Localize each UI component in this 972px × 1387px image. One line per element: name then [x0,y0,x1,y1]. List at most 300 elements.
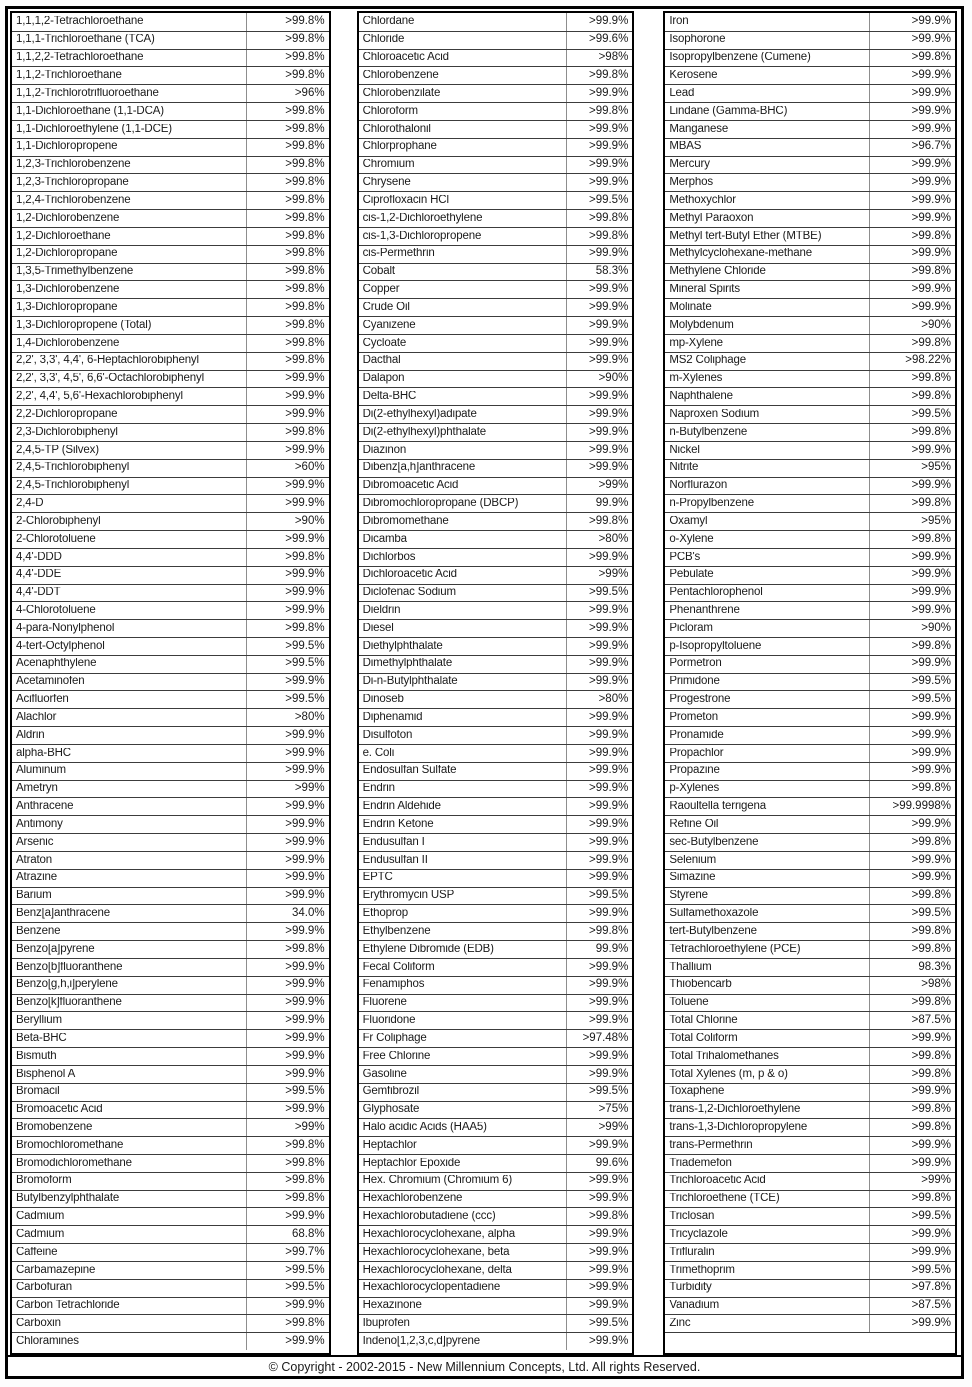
table-row [12,726,329,744]
table-row [359,370,633,388]
contaminant-name: Refine Oil [669,818,719,830]
contaminant-name: Diazinon [362,444,407,456]
reduction-value: >99.8% [566,210,632,227]
contaminant-name: MS2 Coliphage [669,355,746,367]
contaminant-name: Chlorprophane [362,141,437,153]
table-row [665,1261,955,1279]
reduction-value: >99.9% [566,977,632,994]
table-row [665,1172,955,1190]
table-row [665,1047,955,1065]
table-row [359,298,633,316]
table-row [665,762,955,780]
contaminant-name: Nitrite [669,462,699,474]
contaminant-name: Benzo[g,h,i]perylene [16,979,118,991]
table-row [12,13,329,31]
reduction-value: >99.8% [566,513,632,530]
table-row [12,84,329,102]
table-row [665,102,955,120]
contaminant-name: Pronamide [669,729,724,741]
contaminant-name: Phenanthrene [669,604,740,616]
table-row [359,797,633,815]
contaminant-name: sec-Butylbenzene [669,836,759,848]
table-row [359,637,633,655]
reduction-value: >99.9% [869,870,955,887]
reduction-value: >87.5% [869,1012,955,1029]
table-row [359,120,633,138]
table-row [359,1243,633,1261]
table-row [12,138,329,156]
reduction-value: >99.8% [566,103,632,120]
contaminant-name: Chrysene [362,177,411,189]
table-row [359,49,633,67]
table-row [665,637,955,655]
table-row [359,1118,633,1136]
reduction-value: >99.9% [869,121,955,138]
table-row [665,1065,955,1083]
table-row [359,423,633,441]
table-row [359,512,633,530]
table-row [665,1136,955,1154]
contaminant-name: 4,4'-DDT [16,587,61,599]
contaminant-name: e. Coli [362,747,395,759]
contaminant-name: Chloramines [16,1335,79,1347]
table-row [359,548,633,566]
reduction-value: >99.8% [246,1155,329,1172]
table-row [12,833,329,851]
table-row [359,869,633,887]
contaminant-name: Ethylbenzene [362,925,431,937]
reduction-value: >99.8% [869,495,955,512]
contaminant-name: o-Xylene [669,533,714,545]
table-row [12,922,329,940]
reduction-value: >99.8% [246,67,329,84]
contaminant-name: trans-1,2-Dichloroethylene [669,1104,801,1116]
reduction-value: >99.9% [566,460,632,477]
contaminant-name: Free Chlorine [362,1050,431,1062]
reduction-value: >99.9% [246,1030,329,1047]
reduction-value: >99.9% [246,959,329,976]
contaminant-name: 1,2-Dichloroethane [16,230,111,242]
table-row [665,459,955,477]
table-row [12,1065,329,1083]
table-row [12,370,329,388]
contaminant-name: Dimethylphthalate [362,658,453,670]
table-column-2 [357,11,635,1355]
table-row [665,1314,955,1332]
table-row [12,869,329,887]
reduction-value: >90% [246,513,329,530]
contaminant-name: Carbamazepine [16,1264,96,1276]
table-row [12,441,329,459]
contaminant-name: Carbofuran [16,1282,73,1294]
reduction-value: >99.8% [246,50,329,67]
table-row [12,1207,329,1225]
table-row [665,66,955,84]
reduction-value: >99.5% [246,638,329,655]
table-row [12,263,329,281]
contaminant-name: Thallium [669,961,712,973]
table-row [665,156,955,174]
reduction-value: >99.9% [869,67,955,84]
contaminant-name: Erythromycin USP [362,890,455,902]
table-row [665,566,955,584]
reduction-value: >98.22% [869,353,955,370]
reduction-value: >99.9% [246,371,329,388]
contaminant-name: Primidone [669,676,720,688]
reduction-value: >99.9% [869,281,955,298]
reduction-value: >99.5% [869,674,955,691]
reduction-value: >99.9% [869,816,955,833]
contaminant-name: Cycloate [362,337,407,349]
contaminant-name: n-Propylbenzene [669,498,755,510]
reduction-value: >99.8% [869,1066,955,1083]
reduction-value: >99.5% [566,1315,632,1332]
reduction-value: >99.8% [869,531,955,548]
table-row [12,49,329,67]
contaminant-name: 1,3-Dichloropropene (Total) [16,319,152,331]
contaminant-name: p-Isopropyltoluene [669,640,762,652]
reduction-value: >99.5% [246,1280,329,1297]
reduction-value: >99.9% [869,192,955,209]
table-row [359,387,633,405]
contaminant-name: MBAS [669,141,702,153]
table-row [359,1154,633,1172]
reduction-value: >60% [246,460,329,477]
table-row [665,1190,955,1208]
table-row [12,191,329,209]
table-row [359,744,633,762]
contaminant-name: Methyl tert-Butyl Ether (MTBE) [669,230,822,242]
table-row [359,1011,633,1029]
table-row [12,601,329,619]
contaminant-name: Alachlor [16,711,57,723]
contaminant-name: Trimethoprim [669,1264,735,1276]
reduction-value: >99.5% [246,1262,329,1279]
contaminant-name: Triclosan [669,1211,715,1223]
reduction-value: >99.9% [566,638,632,655]
contaminant-name: 1,1,2-Trichlorotrifluoroethane [16,87,159,99]
table-row [12,1297,329,1315]
contaminant-name: Mercury [669,159,710,171]
table-row [665,405,955,423]
reduction-value: >80% [566,531,632,548]
table-row [12,352,329,370]
table-row [12,31,329,49]
table-row [12,958,329,976]
table-row [665,655,955,673]
contaminant-name: tert-Butylbenzene [669,925,757,937]
reduction-value: >99.9% [566,1137,632,1154]
reduction-value: >99.9% [246,602,329,619]
table-row [665,298,955,316]
reduction-value: >99.8% [869,638,955,655]
reduction-value: >99.8% [246,549,329,566]
reduction-value: >99.9% [566,727,632,744]
table-column-3 [663,11,957,1355]
contaminant-name: Hexachlorobenzene [362,1193,463,1205]
contaminant-name: Isophorone [669,34,726,46]
reduction-value: >99.8% [869,834,955,851]
reduction-value: >99.8% [869,1119,955,1136]
table-row [665,387,955,405]
table-row [359,84,633,102]
reduction-value: >99.9% [869,157,955,174]
table-row [665,441,955,459]
contaminant-name: 1,3,5-Trimethylbenzene [16,266,134,278]
reduction-value: >99.9% [566,745,632,762]
contaminant-name: Iron [669,16,689,28]
contaminant-name: Ethylene Dibromide (EDB) [362,943,494,955]
contaminant-name: Tricyclazole [669,1228,728,1240]
contaminant-name: Endrin [362,783,395,795]
table-row [359,708,633,726]
table-row [12,904,329,922]
table-row [12,316,329,334]
reduction-value: >99.5% [869,1208,955,1225]
contaminant-name: 2-Chlorotoluene [16,533,96,545]
table-row [359,726,633,744]
reduction-value: >99.8% [246,1173,329,1190]
table-row [359,31,633,49]
contaminant-name: Hexachlorocyclohexane, beta [362,1246,510,1258]
contaminant-name: Fr Coliphage [362,1032,427,1044]
table-row [665,708,955,726]
reduction-value: >99.9% [566,353,632,370]
contaminant-name: 2-Chlorobiphenyl [16,515,101,527]
table-row [665,1118,955,1136]
reduction-value: >99.5% [869,905,955,922]
contaminant-name: Total Chlorine [669,1015,738,1027]
contaminant-name: Toxaphene [669,1086,725,1098]
contaminant-name: Tetrachloroethylene (PCE) [669,943,801,955]
contaminant-name: EPTC [362,872,393,884]
contaminant-name: 1,1,1,2-Tetrachloroethane [16,16,144,28]
contaminant-name: 1,1-Dichloropropene [16,141,118,153]
contaminant-name: 1,1,2,2-Tetrachloroethane [16,52,144,64]
contaminant-name: cis-1,2-Dichloroethylene [362,212,483,224]
reduction-value: >99.9% [869,210,955,227]
reduction-value: >99.9% [869,656,955,673]
reduction-value: >99.9% [566,656,632,673]
contaminant-name: Molybdenum [669,319,734,331]
reduction-value: >99% [246,781,329,798]
table-row [12,494,329,512]
contaminant-name: Arsenic [16,836,54,848]
contaminant-name: Dibromoacetic Acid [362,480,459,492]
table-row [359,815,633,833]
reduction-value: >99.9% [246,1048,329,1065]
contaminant-name: Endrin Aldehide [362,801,441,813]
table-row [12,66,329,84]
table-row [12,405,329,423]
contaminant-name: Aluminum [16,765,66,777]
reduction-value: >99.9% [566,317,632,334]
contaminant-name: Antimony [16,818,63,830]
reduction-value: >96% [246,85,329,102]
reduction-value: >99.9% [566,85,632,102]
table-row [665,280,955,298]
table-row [665,601,955,619]
reduction-value: >99.8% [246,228,329,245]
contaminant-name: Naproxen Sodium [669,408,760,420]
table-row [665,976,955,994]
reduction-value: >99.9% [566,763,632,780]
contaminant-name: Benzo[b]fluoranthene [16,961,123,973]
table-row [12,280,329,298]
reduction-value: >99.9% [566,781,632,798]
reduction-value: >99.8% [246,103,329,120]
reduction-value: 58.3% [566,264,632,281]
table-row [665,851,955,869]
table-row [359,851,633,869]
table-row [359,584,633,602]
contaminant-name: Heptachlor Epoxide [362,1157,461,1169]
table-row [665,1011,955,1029]
reduction-value: >99.9% [566,674,632,691]
table-row [665,352,955,370]
contaminant-name: cis-Permethrin [362,248,435,260]
reduction-value: >99.8% [869,388,955,405]
reduction-value: >99.9% [246,406,329,423]
contaminant-name: p-Xylenes [669,783,720,795]
table-row [665,1279,955,1297]
reduction-value: >99.8% [566,923,632,940]
reduction-value: >87.5% [869,1298,955,1315]
contaminant-name: Styrene [669,890,708,902]
reduction-value: >99.9% [869,709,955,726]
contaminant-name: Dibromomethane [362,515,449,527]
contaminant-name: Benzo[a]pyrene [16,943,95,955]
reduction-value: >99.9% [566,424,632,441]
table-row [359,1314,633,1332]
table-row [665,994,955,1012]
contaminant-name: 2,2-Dichloropropane [16,408,118,420]
reduction-value: >99.8% [869,228,955,245]
table-row [359,833,633,851]
reduction-value: >90% [869,317,955,334]
table-row [12,1118,329,1136]
contaminant-name: Bromobenzene [16,1122,93,1133]
table-row [665,191,955,209]
reduction-value: >99.8% [246,246,329,263]
reduction-value: >99.9% [566,549,632,566]
contaminant-name: Barium [16,890,52,902]
reduction-value: 34.0% [246,905,329,922]
table-row [359,459,633,477]
table-row [12,173,329,191]
table-row [12,1101,329,1119]
reduction-value: >99.9% [246,977,329,994]
contaminant-name: 1,1,1-Trichloroethane (TCA) [16,34,155,46]
reduction-value: >99.8% [566,67,632,84]
table-row [359,1279,633,1297]
reduction-value: >99.8% [246,335,329,352]
contaminant-name: Chlordane [362,16,415,28]
reduction-value: >99.9% [566,852,632,869]
contaminant-name: 2,4,5-TP (Silvex) [16,444,99,456]
contaminant-name: Caffeine [16,1246,58,1258]
table-row [359,601,633,619]
reduction-value: >99% [566,1119,632,1136]
reduction-value: >99.8% [869,1048,955,1065]
reduction-value: >99.5% [566,1084,632,1101]
reduction-value: >99.8% [246,620,329,637]
table-row [665,904,955,922]
contaminant-name: 1,3-Dichlorobenzene [16,284,120,296]
contaminant-name: Aldrin [16,729,45,741]
contaminant-name: Selenium [669,854,717,866]
table-row [359,1083,633,1101]
contaminant-name: Ametryn [16,783,58,795]
table-row [665,84,955,102]
contaminant-name: Hexachlorocyclopentadiene [362,1282,501,1294]
reduction-value: >99.8% [246,139,329,156]
table-row [665,690,955,708]
table-row [12,940,329,958]
reduction-value: >95% [869,513,955,530]
table-row [12,994,329,1012]
reduction-value: >99.9% [246,852,329,869]
table-row [665,138,955,156]
contaminant-name: Isopropylbenzene (Cumene) [669,52,811,64]
contaminant-name: Dicamba [362,533,407,545]
reduction-value: 68.8% [246,1226,329,1243]
table-row [359,1047,633,1065]
reduction-value: >99.8% [869,781,955,798]
contaminant-name: Trichloroethene (TCE) [669,1193,780,1205]
reduction-value: >99.8% [246,264,329,281]
reduction-value: >99.9% [869,1315,955,1332]
table-row [359,690,633,708]
contaminant-name: Dinoseb [362,694,404,706]
contaminant-name: Methylcyclohexane-methane [669,248,812,260]
reduction-value: >99.9% [869,549,955,566]
contaminant-name: Endrin Ketone [362,818,434,830]
table-row [359,191,633,209]
table-row [12,851,329,869]
contaminant-name: Dichloroacetic Acid [362,569,457,581]
contaminant-name: 4-tert-Octylphenol [16,640,105,652]
reduction-value: >99.9% [566,959,632,976]
table-row [359,904,633,922]
table-row [665,1297,955,1315]
table-row [665,940,955,958]
contaminant-name: Hexachlorocyclohexane, delta [362,1264,512,1276]
table-row [12,548,329,566]
table-row [359,263,633,281]
table-row [665,726,955,744]
reduction-value: >99.9% [246,674,329,691]
contaminant-name: Gemfibrozil [362,1086,420,1098]
reduction-value: >99.9% [566,1298,632,1315]
table-row [12,887,329,905]
contaminant-name: Acenaphthylene [16,658,97,670]
reduction-value: >99.9% [566,620,632,637]
reduction-value: >99.9% [566,121,632,138]
table-row [12,637,329,655]
table-row [12,797,329,815]
reduction-value: >99.8% [566,228,632,245]
reduction-value: >99.9% [566,816,632,833]
contaminant-name: Sulfamethoxazole [669,908,759,920]
contaminant-name: Vanadium [669,1300,720,1312]
contaminant-name: Dibromochloropropane (DBCP) [362,498,519,510]
table-row [665,512,955,530]
reduction-value: >99.9% [566,406,632,423]
table-column-1 [10,11,331,1355]
table-row [359,530,633,548]
table-row [12,655,329,673]
